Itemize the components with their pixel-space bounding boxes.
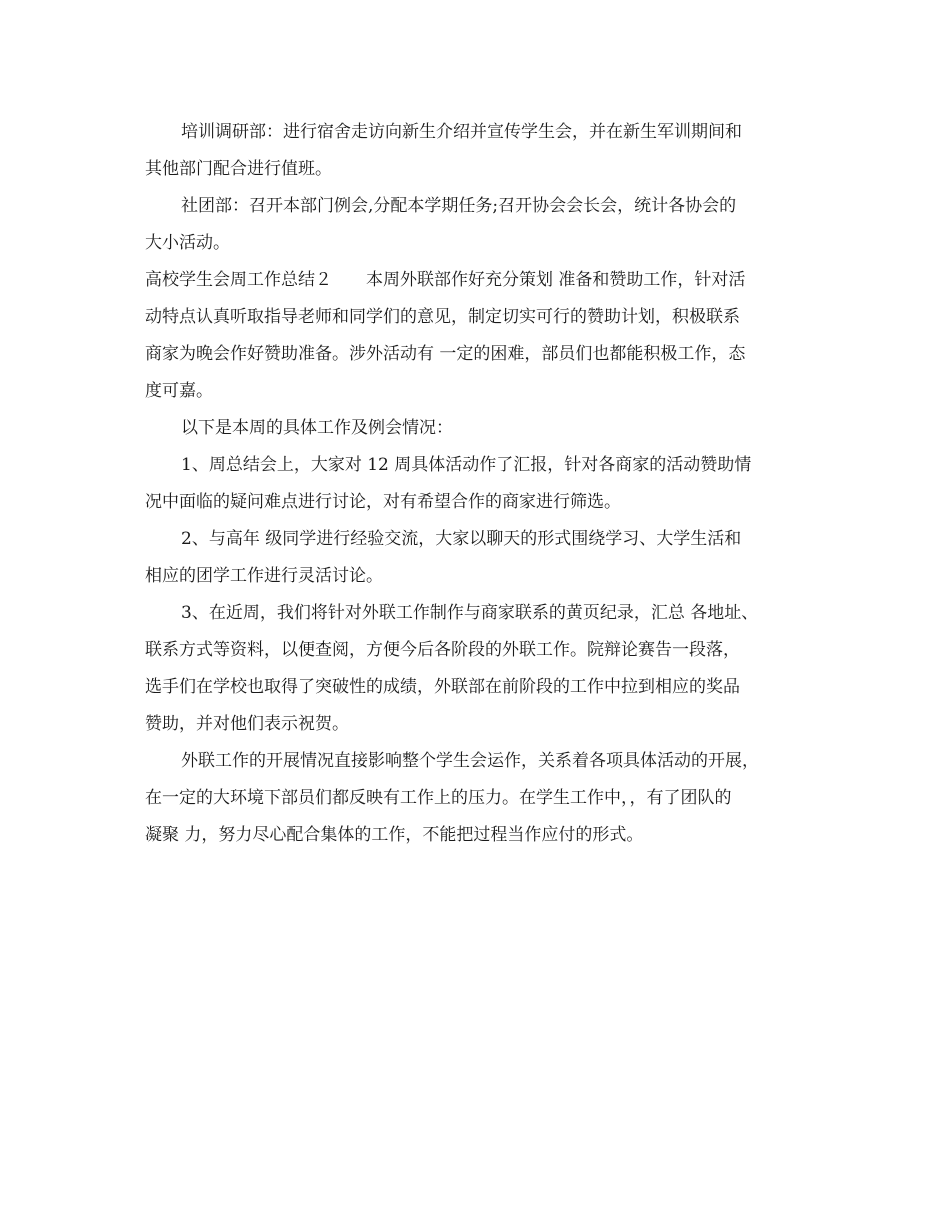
text-line: 1、周总结会上，大家对 12 周具体活动作了汇报，针对各商家的活动赞助情 — [181, 455, 752, 475]
document-body — [145, 114, 805, 854]
text-line: 3、在近周，我们将针对外联工作制作与商家联系的黄页纪录，汇总 各地址、 — [181, 603, 759, 623]
text-line: 其他部门配合进行值班。 — [145, 159, 332, 179]
text-line: 联系方式等资料，以便查阅，方便今后各阶段的外联工作。院辩论赛告一段落， — [145, 640, 740, 660]
text-line: 培训调研部：进行宿舍走访向新生介绍并宣传学生会，并在新生军训期间和 — [181, 122, 742, 142]
text-line: 商家为晚会作好赞助准备。涉外活动有 一定的困难，部员们也都能积极工作，态 — [145, 344, 746, 364]
paragraph-clubs-dept — [145, 188, 805, 262]
paragraph-training-research-dept — [145, 114, 805, 188]
text-line: 2、与高年 级同学进行经验交流，大家以聊天的形式围绕学习、大学生活和 — [181, 529, 742, 549]
text-line: 赞助，并对他们表示祝贺。 — [145, 714, 349, 734]
text-line: 大小活动。 — [145, 233, 230, 253]
text-line: 高校学生会周工作总结２ 本周外联部作好充分策划 准备和赞助工作，针对活 — [145, 270, 746, 290]
text-line: 社团部：召开本部门例会,分配本学期任务;召开协会会长会，统计各协会的 — [181, 196, 737, 216]
text-line: 选手们在学校也取得了突破性的成绩，外联部在前阶段的工作中拉到相应的奖品 — [145, 677, 740, 697]
paragraph-item-1 — [145, 447, 805, 521]
text-line: 动特点认真听取指导老师和同学们的意见，制定切实可行的赞助计划，积极联系 — [145, 307, 740, 327]
text-line: 以下是本周的具体工作及例会情况： — [181, 418, 453, 438]
text-line: 度可嘉。 — [145, 381, 213, 401]
text-line: 在一定的大环境下部员们都反映有工作上的压力。在学生工作中，，有了团队的 — [145, 788, 732, 808]
paragraph-work-overview — [145, 410, 805, 447]
text-line: 外联工作的开展情况直接影响整个学生会运作，关系着各项具体活动的开展， — [181, 751, 759, 771]
text-line: 凝聚 力，努力尽心配合集体的工作，不能把过程当作应付的形式。 — [145, 825, 644, 845]
text-line: 相应的团学工作进行灵活讨论。 — [145, 566, 383, 586]
paragraph-item-2 — [145, 521, 805, 595]
paragraph-summary-2-intro — [145, 262, 805, 410]
paragraph-conclusion — [145, 743, 805, 854]
text-line: 况中面临的疑问难点进行讨论，对有希望合作的商家进行筛选。 — [145, 492, 621, 512]
paragraph-item-3 — [145, 595, 805, 743]
